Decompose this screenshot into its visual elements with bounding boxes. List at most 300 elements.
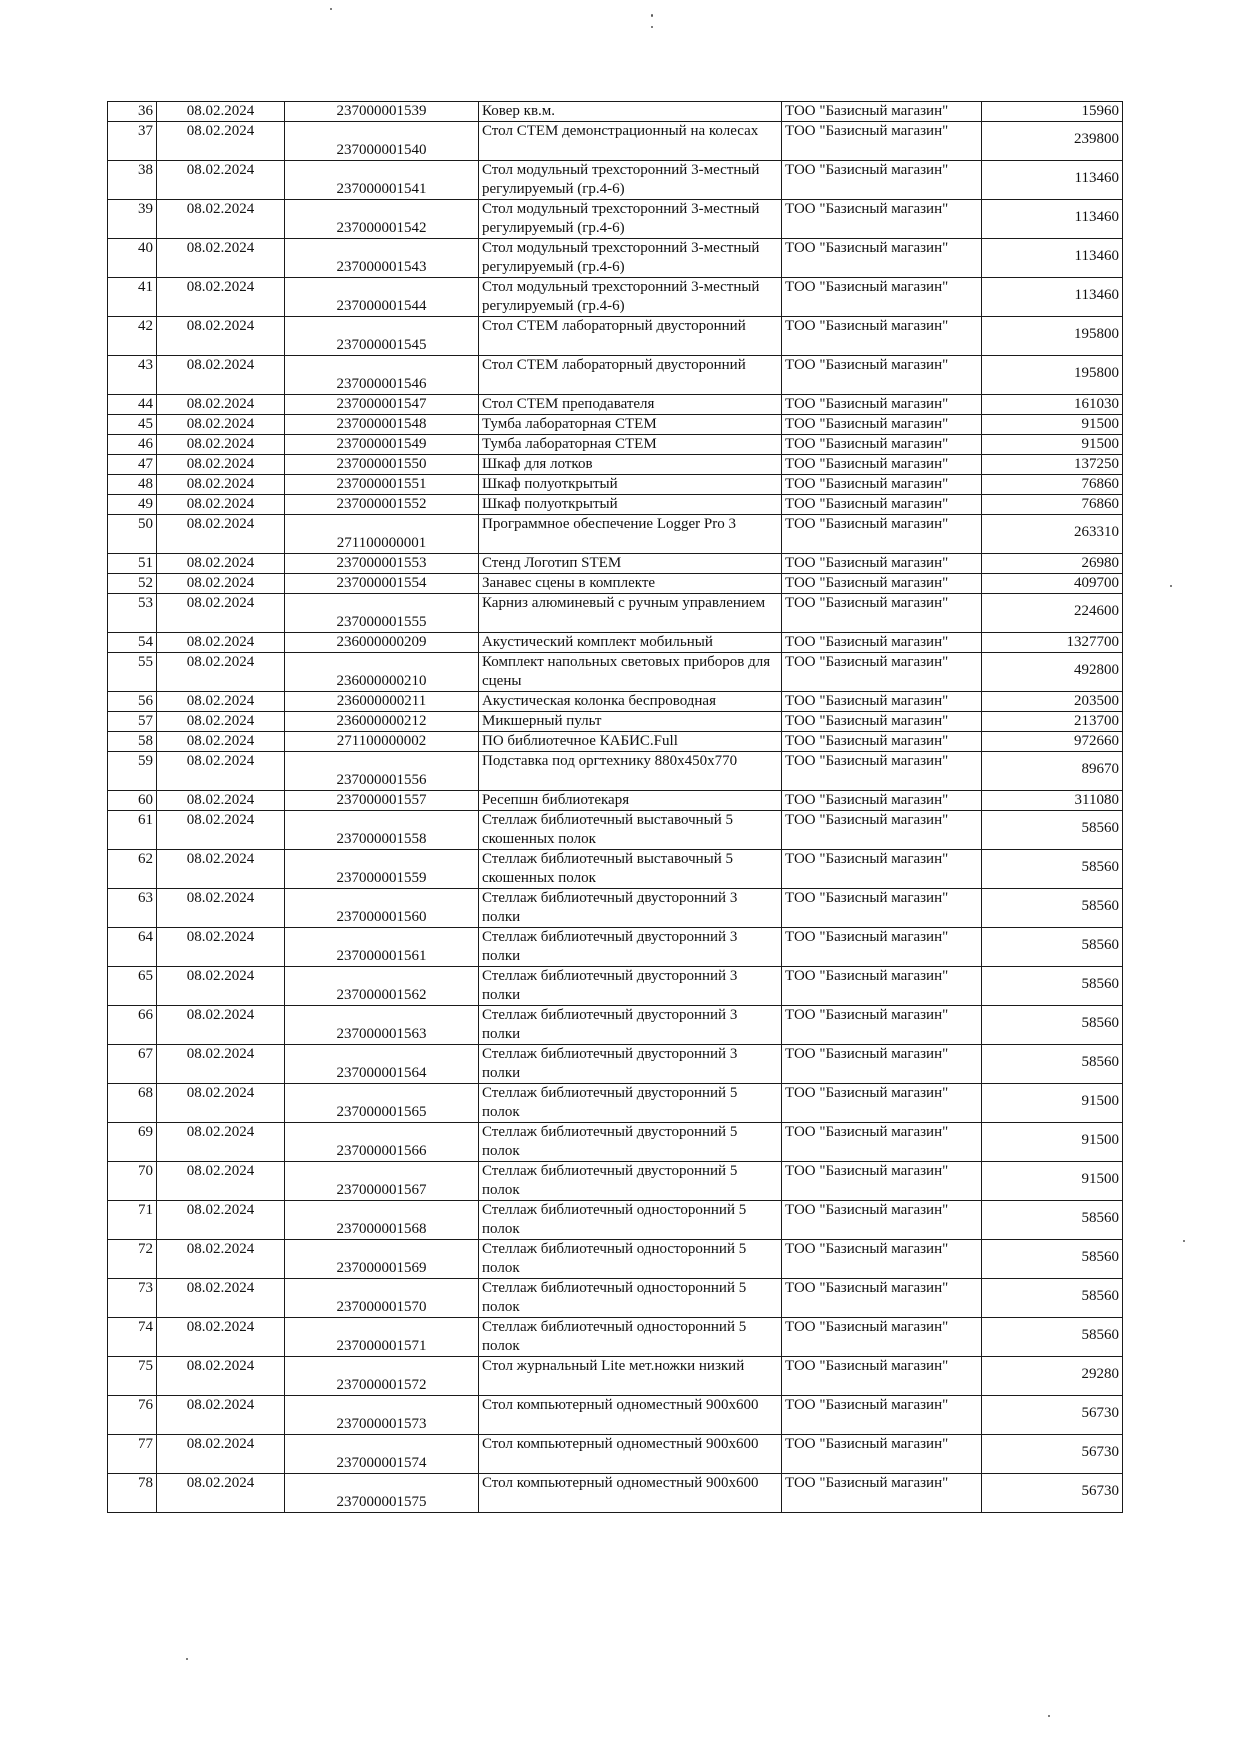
item-name-text: Ресепшн библиотекаря: [482, 792, 630, 808]
table-row: [108, 1357, 1123, 1396]
amount-cell: [982, 692, 1123, 712]
amount-text: 91500: [1081, 436, 1119, 452]
scan-speck: [1170, 585, 1172, 587]
amount-cell: [982, 102, 1123, 122]
date-text: 08.02.2024: [186, 968, 255, 984]
item-name-cell: [479, 574, 782, 594]
row-number-cell: [108, 395, 157, 415]
inventory-number-cell: [285, 1435, 479, 1474]
table-row: [108, 574, 1123, 594]
supplier-cell: [782, 594, 982, 633]
inventory-number-text: 237000001557: [336, 792, 427, 808]
table-row: [108, 102, 1123, 122]
table-row: [108, 554, 1123, 574]
inventory-number-cell: [285, 1045, 479, 1084]
amount-cell: [982, 356, 1123, 395]
supplier-cell: [782, 122, 982, 161]
date-text: 08.02.2024: [186, 103, 255, 119]
row-number-text: 55: [138, 654, 153, 670]
amount-text: 195800: [1074, 365, 1119, 381]
supplier-text: ТОО "Базисный магазин": [785, 1241, 949, 1257]
item-name-text: Подставка под оргтехнику 880х450х770: [482, 753, 738, 769]
date-cell: [157, 435, 285, 455]
table-row: [108, 239, 1123, 278]
item-name-cell: [479, 594, 782, 633]
supplier-cell: [782, 395, 982, 415]
date-text: 08.02.2024: [186, 1358, 255, 1374]
row-number-cell: [108, 1279, 157, 1318]
date-cell: [157, 928, 285, 967]
inventory-number-cell: [285, 200, 479, 239]
inventory-number-text: 237000001553: [336, 555, 427, 571]
date-text: 08.02.2024: [186, 733, 255, 749]
amount-text: 58560: [1081, 1210, 1119, 1226]
date-cell: [157, 1396, 285, 1435]
inventory-number-cell: [285, 495, 479, 515]
table-row: [108, 653, 1123, 692]
row-number-text: 68: [138, 1085, 153, 1101]
row-number-text: 75: [138, 1358, 153, 1374]
item-name-text: Стол СТЕМ демонстрационный на колесах: [482, 123, 759, 139]
supplier-text: ТОО "Базисный магазин": [785, 279, 949, 295]
amount-cell: [982, 122, 1123, 161]
inventory-number-text: 237000001547: [336, 396, 427, 412]
amount-text: 76860: [1081, 476, 1119, 492]
date-cell: [157, 1201, 285, 1240]
date-cell: [157, 1123, 285, 1162]
date-cell: [157, 122, 285, 161]
table-row: [108, 455, 1123, 475]
inventory-number-text: 237000001550: [336, 456, 427, 472]
inventory-number-cell: [285, 1084, 479, 1123]
table-row: [108, 889, 1123, 928]
item-name-cell: [479, 712, 782, 732]
amount-text: 1327700: [1066, 634, 1119, 650]
amount-cell: [982, 239, 1123, 278]
inventory-number-text: 237000001545: [336, 337, 427, 353]
item-name-text: Акустическая колонка беспроводная: [482, 693, 716, 709]
inventory-number-text: 237000001573: [336, 1416, 427, 1432]
row-number-cell: [108, 554, 157, 574]
item-name-text: Стол СТЕМ лабораторный двусторонний: [482, 357, 746, 373]
inventory-number-cell: [285, 967, 479, 1006]
date-text: 08.02.2024: [186, 1397, 255, 1413]
row-number-cell: [108, 102, 157, 122]
supplier-text: ТОО "Базисный магазин": [785, 318, 949, 334]
amount-cell: [982, 1123, 1123, 1162]
date-text: 08.02.2024: [186, 890, 255, 906]
table-row: [108, 1279, 1123, 1318]
item-name-text: Стол компьютерный одноместный 900х600: [482, 1436, 759, 1452]
date-text: 08.02.2024: [186, 575, 255, 591]
amount-text: 113460: [1074, 209, 1119, 225]
inventory-number-cell: [285, 928, 479, 967]
row-number-text: 76: [138, 1397, 153, 1413]
amount-cell: [982, 594, 1123, 633]
amount-text: 91500: [1081, 1093, 1119, 1109]
date-text: 08.02.2024: [186, 279, 255, 295]
item-name-text: Стенд Логотип STEM: [482, 555, 622, 571]
row-number-cell: [108, 1201, 157, 1240]
row-number-cell: [108, 435, 157, 455]
amount-text: 76860: [1081, 496, 1119, 512]
date-cell: [157, 200, 285, 239]
date-cell: [157, 317, 285, 356]
supplier-text: ТОО "Базисный магазин": [785, 1436, 949, 1452]
row-number-text: 53: [138, 595, 153, 611]
date-cell: [157, 1240, 285, 1279]
row-number-text: 51: [138, 555, 153, 571]
supplier-cell: [782, 791, 982, 811]
item-name-cell: [479, 475, 782, 495]
date-cell: [157, 967, 285, 1006]
table-row: [108, 752, 1123, 791]
item-name-text: Стеллаж библиотечный двусторонний 3 полки: [482, 1007, 738, 1042]
supplier-text: ТОО "Базисный магазин": [785, 1202, 949, 1218]
row-number-cell: [108, 594, 157, 633]
supplier-cell: [782, 692, 982, 712]
table-row: [108, 1162, 1123, 1201]
row-number-cell: [108, 889, 157, 928]
inventory-number-cell: [285, 554, 479, 574]
item-name-cell: [479, 928, 782, 967]
row-number-text: 77: [138, 1436, 153, 1452]
scan-speck: [186, 1658, 188, 1660]
item-name-cell: [479, 1045, 782, 1084]
inventory-number-cell: [285, 122, 479, 161]
row-number-text: 37: [138, 123, 153, 139]
row-number-text: 41: [138, 279, 153, 295]
item-name-cell: [479, 1474, 782, 1513]
item-name-cell: [479, 356, 782, 395]
inventory-number-cell: [285, 1006, 479, 1045]
table-row: [108, 495, 1123, 515]
date-text: 08.02.2024: [186, 792, 255, 808]
item-name-cell: [479, 1123, 782, 1162]
inventory-number-cell: [285, 594, 479, 633]
supplier-cell: [782, 967, 982, 1006]
amount-cell: [982, 712, 1123, 732]
amount-cell: [982, 1279, 1123, 1318]
date-cell: [157, 356, 285, 395]
table-row: [108, 1045, 1123, 1084]
supplier-cell: [782, 200, 982, 239]
supplier-text: ТОО "Базисный магазин": [785, 476, 949, 492]
row-number-text: 60: [138, 792, 153, 808]
row-number-cell: [108, 278, 157, 317]
date-text: 08.02.2024: [186, 812, 255, 828]
table-row: [108, 811, 1123, 850]
supplier-text: ТОО "Базисный магазин": [785, 929, 949, 945]
row-number-cell: [108, 239, 157, 278]
item-name-text: Стеллаж библиотечный двусторонний 5 полок: [482, 1163, 738, 1198]
row-number-cell: [108, 1357, 157, 1396]
inventory-table-body: [108, 102, 1123, 1513]
amount-cell: [982, 1006, 1123, 1045]
amount-cell: [982, 515, 1123, 554]
amount-cell: [982, 653, 1123, 692]
date-text: 08.02.2024: [186, 634, 255, 650]
supplier-text: ТОО "Базисный магазин": [785, 123, 949, 139]
supplier-text: ТОО "Базисный магазин": [785, 1046, 949, 1062]
row-number-cell: [108, 752, 157, 791]
item-name-cell: [479, 1279, 782, 1318]
row-number-text: 54: [138, 634, 153, 650]
table-row: [108, 1201, 1123, 1240]
row-number-text: 61: [138, 812, 153, 828]
table-row: [108, 515, 1123, 554]
date-text: 08.02.2024: [186, 162, 255, 178]
amount-text: 409700: [1074, 575, 1119, 591]
supplier-text: ТОО "Базисный магазин": [785, 753, 949, 769]
supplier-text: ТОО "Базисный магазин": [785, 890, 949, 906]
date-text: 08.02.2024: [186, 496, 255, 512]
item-name-text: Стеллаж библиотечный односторонний 5 полок: [482, 1241, 747, 1276]
table-row: [108, 967, 1123, 1006]
inventory-number-text: 236000000209: [336, 634, 427, 650]
date-text: 08.02.2024: [186, 1319, 255, 1335]
item-name-cell: [479, 1162, 782, 1201]
supplier-cell: [782, 1084, 982, 1123]
item-name-text: Комплект напольных световых приборов для сцены: [482, 654, 771, 689]
amount-cell: [982, 317, 1123, 356]
item-name-cell: [479, 889, 782, 928]
date-text: 08.02.2024: [186, 1202, 255, 1218]
item-name-cell: [479, 967, 782, 1006]
amount-text: 29280: [1081, 1366, 1119, 1382]
supplier-text: ТОО "Базисный магазин": [785, 162, 949, 178]
row-number-cell: [108, 495, 157, 515]
item-name-text: Стеллаж библиотечный двусторонний 3 полки: [482, 968, 738, 1003]
supplier-cell: [782, 1396, 982, 1435]
table-row: [108, 1396, 1123, 1435]
inventory-number-text: 237000001546: [336, 376, 427, 392]
item-name-text: Стол компьютерный одноместный 900х600: [482, 1475, 759, 1491]
date-text: 08.02.2024: [186, 1436, 255, 1452]
item-name-text: Стеллаж библиотечный выставочный 5 скошенных полок: [482, 812, 733, 847]
amount-cell: [982, 1318, 1123, 1357]
date-cell: [157, 495, 285, 515]
supplier-text: ТОО "Базисный магазин": [785, 812, 949, 828]
amount-text: 58560: [1081, 1054, 1119, 1070]
date-cell: [157, 594, 285, 633]
row-number-cell: [108, 791, 157, 811]
row-number-text: 70: [138, 1163, 153, 1179]
amount-cell: [982, 554, 1123, 574]
table-row: [108, 712, 1123, 732]
table-row: [108, 317, 1123, 356]
supplier-cell: [782, 574, 982, 594]
item-name-cell: [479, 278, 782, 317]
date-text: 08.02.2024: [186, 595, 255, 611]
amount-cell: [982, 850, 1123, 889]
amount-text: 203500: [1074, 693, 1119, 709]
amount-cell: [982, 161, 1123, 200]
date-text: 08.02.2024: [186, 436, 255, 452]
inventory-number-text: 237000001565: [336, 1104, 427, 1120]
inventory-number-text: 237000001574: [336, 1455, 427, 1471]
item-name-cell: [479, 495, 782, 515]
table-row: [108, 850, 1123, 889]
scan-speck: [651, 14, 653, 17]
table-row: [108, 161, 1123, 200]
row-number-cell: [108, 1162, 157, 1201]
item-name-text: Стеллаж библиотечный двусторонний 3 полки: [482, 890, 738, 925]
amount-text: 91500: [1081, 416, 1119, 432]
table-row: [108, 278, 1123, 317]
inventory-number-cell: [285, 574, 479, 594]
amount-text: 492800: [1074, 662, 1119, 678]
amount-text: 58560: [1081, 1288, 1119, 1304]
date-cell: [157, 102, 285, 122]
inventory-number-cell: [285, 515, 479, 554]
amount-cell: [982, 1045, 1123, 1084]
supplier-text: ТОО "Базисный магазин": [785, 1475, 949, 1491]
inventory-number-text: 237000001564: [336, 1065, 427, 1081]
item-name-cell: [479, 732, 782, 752]
item-name-text: Стол модульный трехсторонний 3-местный регулируемый (гр.4-6): [482, 162, 760, 197]
item-name-text: Акустический комплект мобильный: [482, 634, 713, 650]
row-number-text: 59: [138, 753, 153, 769]
row-number-text: 69: [138, 1124, 153, 1140]
date-text: 08.02.2024: [186, 318, 255, 334]
amount-cell: [982, 495, 1123, 515]
date-cell: [157, 1435, 285, 1474]
inventory-number-text: 237000001542: [336, 220, 427, 236]
item-name-cell: [479, 653, 782, 692]
date-cell: [157, 1162, 285, 1201]
inventory-number-text: 237000001559: [336, 870, 427, 886]
date-text: 08.02.2024: [186, 654, 255, 670]
date-cell: [157, 850, 285, 889]
item-name-text: Шкаф полуоткрытый: [482, 476, 618, 492]
inventory-number-cell: [285, 317, 479, 356]
item-name-cell: [479, 1396, 782, 1435]
date-cell: [157, 1045, 285, 1084]
row-number-text: 67: [138, 1046, 153, 1062]
date-cell: [157, 811, 285, 850]
supplier-cell: [782, 455, 982, 475]
item-name-cell: [479, 1240, 782, 1279]
date-cell: [157, 653, 285, 692]
inventory-number-cell: [285, 102, 479, 122]
item-name-cell: [479, 1006, 782, 1045]
inventory-number-cell: [285, 889, 479, 928]
row-number-cell: [108, 200, 157, 239]
scan-speck: [651, 26, 653, 28]
table-row: [108, 1240, 1123, 1279]
inventory-number-text: 271100000002: [336, 733, 427, 749]
scan-speck: [330, 8, 332, 10]
table-row: [108, 200, 1123, 239]
row-number-text: 45: [138, 416, 153, 432]
row-number-text: 44: [138, 396, 153, 412]
inventory-number-cell: [285, 435, 479, 455]
row-number-text: 40: [138, 240, 153, 256]
row-number-cell: [108, 161, 157, 200]
supplier-text: ТОО "Базисный магазин": [785, 733, 949, 749]
row-number-text: 63: [138, 890, 153, 906]
date-cell: [157, 554, 285, 574]
date-cell: [157, 1006, 285, 1045]
row-number-cell: [108, 1474, 157, 1513]
table-row: [108, 415, 1123, 435]
supplier-text: ТОО "Базисный магазин": [785, 416, 949, 432]
table-row: [108, 1006, 1123, 1045]
amount-text: 113460: [1074, 287, 1119, 303]
amount-text: 26980: [1081, 555, 1119, 571]
inventory-number-text: 237000001568: [336, 1221, 427, 1237]
row-number-cell: [108, 712, 157, 732]
item-name-cell: [479, 239, 782, 278]
supplier-cell: [782, 278, 982, 317]
amount-cell: [982, 889, 1123, 928]
supplier-text: ТОО "Базисный магазин": [785, 240, 949, 256]
row-number-cell: [108, 356, 157, 395]
amount-text: 137250: [1074, 456, 1119, 472]
inventory-number-text: 237000001543: [336, 259, 427, 275]
row-number-cell: [108, 1084, 157, 1123]
supplier-cell: [782, 1045, 982, 1084]
row-number-text: 57: [138, 713, 153, 729]
row-number-cell: [108, 574, 157, 594]
amount-text: 58560: [1081, 898, 1119, 914]
supplier-cell: [782, 850, 982, 889]
inventory-number-cell: [285, 811, 479, 850]
row-number-cell: [108, 1006, 157, 1045]
supplier-text: ТОО "Базисный магазин": [785, 693, 949, 709]
supplier-text: ТОО "Базисный магазин": [785, 436, 949, 452]
inventory-number-text: 237000001575: [336, 1494, 427, 1510]
inventory-number-text: 271100000001: [336, 535, 427, 551]
supplier-cell: [782, 1357, 982, 1396]
table-row: [108, 1474, 1123, 1513]
supplier-text: ТОО "Базисный магазин": [785, 1319, 949, 1335]
inventory-number-text: 236000000211: [336, 693, 427, 709]
row-number-text: 42: [138, 318, 153, 334]
inventory-number-cell: [285, 1201, 479, 1240]
amount-text: 56730: [1081, 1444, 1119, 1460]
row-number-cell: [108, 692, 157, 712]
supplier-text: ТОО "Базисный магазин": [785, 555, 949, 571]
row-number-text: 72: [138, 1241, 153, 1257]
date-text: 08.02.2024: [186, 123, 255, 139]
amount-text: 972660: [1074, 733, 1119, 749]
row-number-cell: [108, 850, 157, 889]
row-number-text: 48: [138, 476, 153, 492]
supplier-cell: [782, 239, 982, 278]
inventory-number-cell: [285, 732, 479, 752]
date-text: 08.02.2024: [186, 929, 255, 945]
row-number-cell: [108, 633, 157, 653]
amount-cell: [982, 752, 1123, 791]
date-text: 08.02.2024: [186, 396, 255, 412]
row-number-cell: [108, 811, 157, 850]
supplier-cell: [782, 554, 982, 574]
supplier-cell: [782, 356, 982, 395]
row-number-cell: [108, 1435, 157, 1474]
inventory-number-text: 237000001569: [336, 1260, 427, 1276]
row-number-text: 66: [138, 1007, 153, 1023]
row-number-cell: [108, 732, 157, 752]
scan-speck: [1183, 1240, 1185, 1242]
row-number-cell: [108, 1123, 157, 1162]
item-name-cell: [479, 791, 782, 811]
supplier-cell: [782, 161, 982, 200]
inventory-number-cell: [285, 1123, 479, 1162]
supplier-cell: [782, 1123, 982, 1162]
supplier-cell: [782, 889, 982, 928]
